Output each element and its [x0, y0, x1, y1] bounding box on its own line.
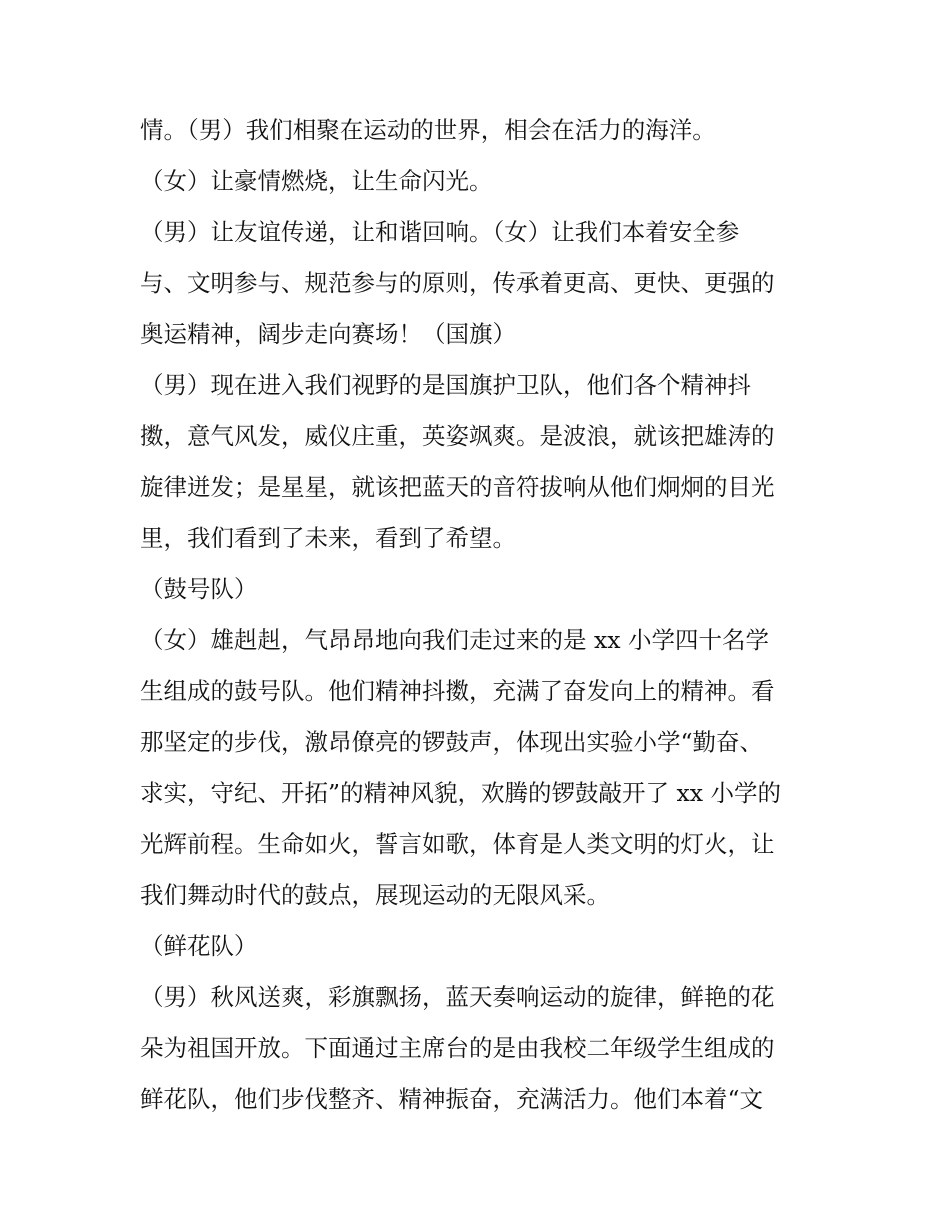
- text-line: 旋律迸发；是星星，就该把蓝天的音符拔响从他们炯炯的目光: [140, 473, 775, 501]
- text-line: 求实，守纪、开拓”的精神风貌，欢腾的锣鼓敲开了 xx 小学的: [140, 779, 781, 807]
- text-line: 里，我们看到了未来，看到了希望。: [140, 524, 516, 552]
- text-line: （女）让豪情燃烧，让生命闪光。: [140, 167, 493, 195]
- text-line: 生组成的鼓号队。他们精神抖擞，充满了奋发向上的精神。看: [140, 677, 775, 705]
- text-line: （女）雄赳赳，气昂昂地向我们走过来的是 xx 小学四十名学: [140, 626, 769, 654]
- text-line: 擞，意气风发，威仪庄重，英姿飒爽。是波浪，就该把雄涛的: [140, 422, 775, 450]
- text-line: 与、文明参与、规范参与的原则，传承着更高、更快、更强的: [140, 269, 775, 297]
- text-line: 那坚定的步伐，激昂僚亮的锣鼓声，体现出实验小学“勤奋、: [140, 728, 764, 756]
- text-line: 奥运精神，阔步走向赛场！（国旗）: [140, 320, 516, 348]
- text-line: （男）现在进入我们视野的是国旗护卫队，他们各个精神抖: [140, 371, 751, 399]
- text-line: 情。（男）我们相聚在运动的世界，相会在活力的海洋。: [140, 116, 716, 144]
- text-line: （鲜花队）: [140, 932, 258, 960]
- text-line: 光辉前程。生命如火，誓言如歌，体育是人类文明的灯火，让: [140, 830, 775, 858]
- document-body: [140, 105, 820, 1125]
- text-line: 鲜花队，他们步伐整齐、精神振奋，充满活力。他们本着“文: [140, 1085, 764, 1113]
- text-line: （鼓号队）: [140, 575, 258, 603]
- text-line: （男）让友谊传递，让和谐回响。（女）让我们本着安全参: [140, 218, 740, 246]
- text-line: 朵为祖国开放。下面通过主席台的是由我校二年级学生组成的: [140, 1034, 775, 1062]
- text-line: （男）秋风送爽，彩旗飘扬，蓝天奏响运动的旋律，鲜艳的花: [140, 983, 775, 1011]
- text-line: 我们舞动时代的鼓点，展现运动的无限风采。: [140, 881, 610, 909]
